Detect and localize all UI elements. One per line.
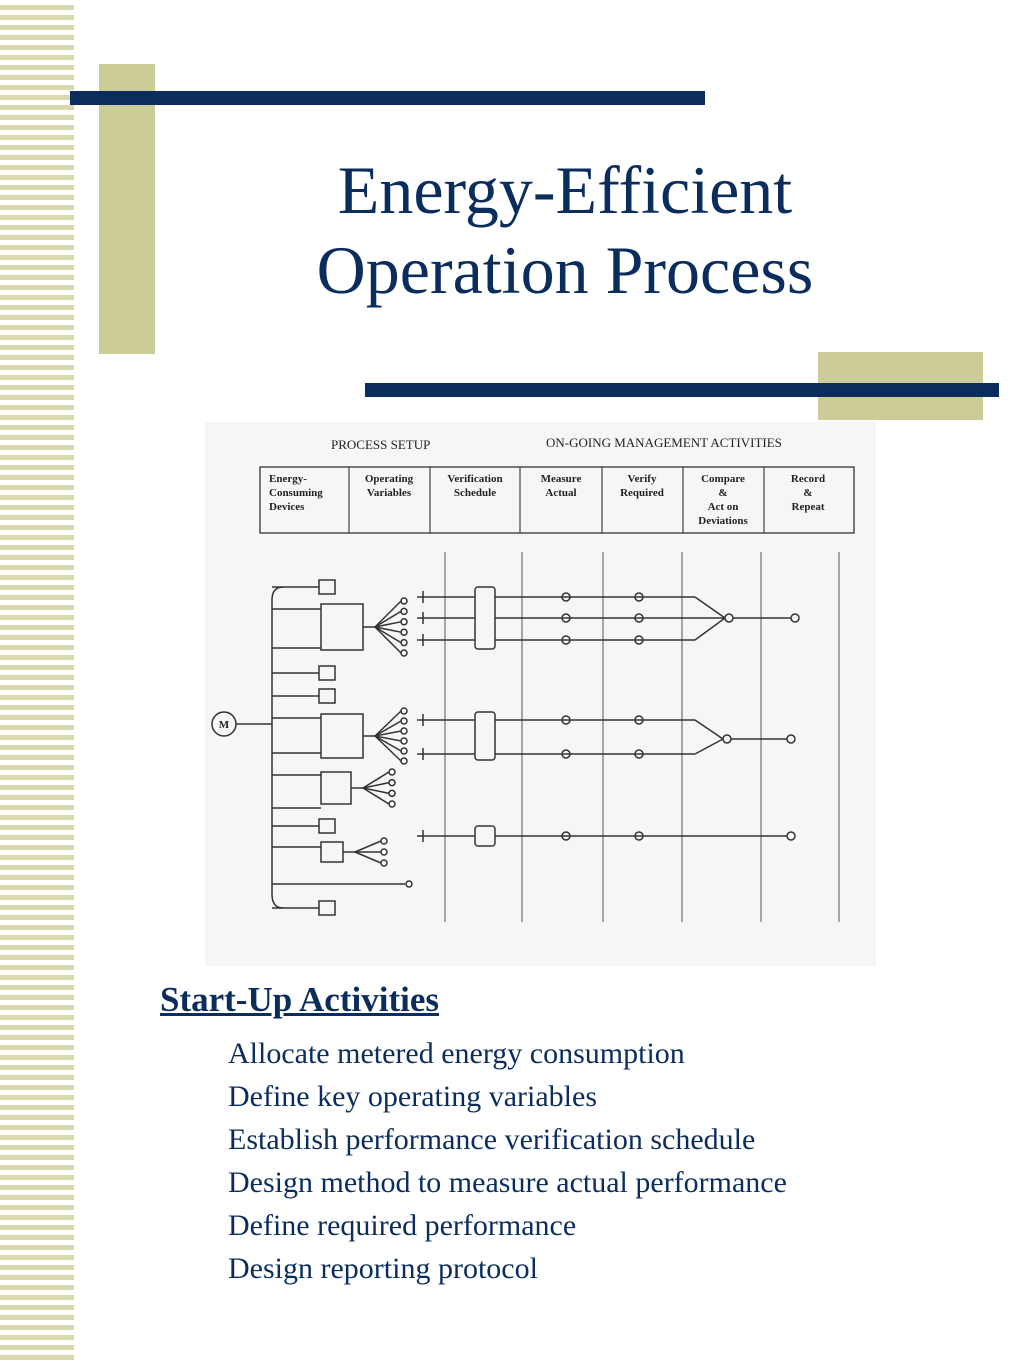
header-cell-line: Devices [269, 501, 305, 513]
verification-box [475, 826, 495, 846]
header-cell-line: Verify [627, 473, 657, 485]
connector [401, 619, 407, 625]
node [787, 735, 795, 743]
header-cell-6 [791, 473, 825, 513]
header-cell-line: Energy- [269, 473, 307, 485]
header-cell-line: Record [790, 473, 826, 485]
header-cell-1 [365, 473, 414, 499]
node [791, 614, 799, 622]
header-cell-3 [541, 473, 582, 499]
startup-item: Define key operating variables [228, 1080, 598, 1113]
connector [401, 748, 407, 754]
device-box [321, 604, 363, 650]
header-cell-line: Measure [540, 473, 582, 485]
connector [401, 708, 407, 714]
small-device-box [319, 819, 335, 833]
process-diagram-svg [205, 422, 876, 966]
connector [381, 838, 387, 844]
flow-lines [417, 587, 799, 846]
header-cell-line: & [803, 487, 813, 499]
device-box [321, 772, 351, 804]
process-setup-label: PROCESS SETUP [331, 437, 431, 452]
connector [389, 780, 395, 786]
column-guides [445, 552, 839, 922]
device-branches [272, 580, 412, 915]
main-bus [272, 587, 283, 908]
small-device-box [319, 580, 335, 594]
connector [401, 728, 407, 734]
title-line-1: Energy-Efficient [337, 152, 793, 228]
striped-side-border [0, 0, 74, 1365]
fan-wire [355, 852, 381, 863]
header-cell-line: Compare [701, 473, 745, 485]
connector [389, 790, 395, 796]
navy-bar-top [70, 91, 705, 105]
startup-heading: Start-Up Activities [160, 980, 439, 1019]
page-title [230, 150, 900, 310]
small-device-box [319, 689, 335, 703]
connector [401, 758, 407, 764]
header-cell-line: Verification [447, 473, 503, 485]
startup-list [228, 1032, 787, 1290]
header-cell-4 [620, 473, 664, 499]
meter-label: M [218, 719, 230, 731]
connector [381, 860, 387, 866]
connector [401, 598, 407, 604]
device-box [321, 842, 343, 862]
node [725, 614, 733, 622]
ongoing-management-label: ON-GOING MANAGEMENT ACTIVITIES [546, 435, 782, 450]
header-cell-line: Variables [366, 487, 412, 499]
verification-box [475, 587, 495, 649]
header-cell-line: Act on [707, 501, 739, 513]
startup-item: Establish performance verification schedule [228, 1123, 756, 1156]
header-cells [269, 473, 825, 527]
connector [401, 738, 407, 744]
title-line-2: Operation Process [316, 232, 814, 308]
small-device-box [319, 901, 335, 915]
startup-item: Allocate metered energy consumption [228, 1037, 685, 1070]
startup-item: Design method to measure actual performance [228, 1166, 787, 1199]
header-cell-line: Repeat [791, 501, 825, 513]
header-cell-line: Consuming [269, 487, 323, 499]
header-cell-line: Required [620, 487, 664, 499]
connector [401, 718, 407, 724]
fan-wire [355, 841, 381, 852]
device-box [321, 714, 363, 758]
merge-wire [695, 618, 725, 640]
merge-wire [695, 739, 723, 754]
startup-item: Design reporting protocol [228, 1252, 538, 1285]
connector [401, 608, 407, 614]
connector [401, 650, 407, 656]
header-cell-line: Operating [364, 473, 414, 485]
connector [406, 881, 412, 887]
connector [401, 640, 407, 646]
connector [401, 629, 407, 635]
merge-wire [695, 720, 723, 739]
header-cell-5 [698, 473, 748, 527]
header-cell-line: Actual [545, 487, 577, 499]
header-cell-line: Deviations [698, 515, 748, 527]
khaki-block-top [99, 64, 155, 354]
header-cell-line: Schedule [453, 487, 497, 499]
header-cell-0 [269, 473, 323, 513]
startup-item: Define required performance [228, 1209, 577, 1242]
node [723, 735, 731, 743]
verification-box [475, 712, 495, 760]
small-device-box [319, 666, 335, 680]
connector [381, 849, 387, 855]
node [787, 832, 795, 840]
merge-wire [695, 597, 725, 618]
navy-bar-bottom [365, 383, 999, 397]
header-cell-2 [447, 473, 502, 499]
header-cell-line: & [718, 487, 728, 499]
connector [389, 769, 395, 775]
connector [389, 801, 395, 807]
process-diagram [205, 422, 876, 966]
